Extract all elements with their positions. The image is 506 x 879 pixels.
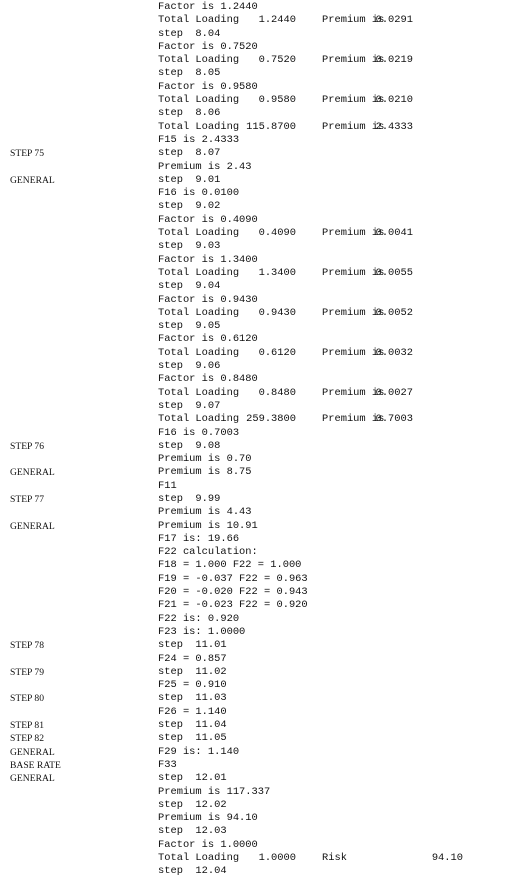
log-text: step 9.01 bbox=[158, 173, 221, 186]
log-text: Total Loading bbox=[158, 306, 240, 319]
premium-label: Premium is bbox=[322, 120, 385, 133]
premium-label: Risk bbox=[322, 852, 347, 864]
step-section-label: GENERAL bbox=[10, 174, 55, 186]
log-text: Total Loading bbox=[158, 413, 240, 426]
step-section-label: BASE RATE bbox=[10, 759, 61, 771]
log-text: F29 is: 1.140 bbox=[158, 745, 240, 758]
log-text: step 9.08 bbox=[158, 439, 221, 452]
log-text: step 11.01 bbox=[158, 639, 227, 652]
loading-value: 0.7520 bbox=[258, 54, 296, 67]
log-text: F16 is 0.7003 bbox=[158, 426, 240, 439]
log-text: Total Loading bbox=[158, 386, 240, 399]
log-text: step 9.05 bbox=[158, 320, 221, 333]
log-text: F17 is: 19.66 bbox=[158, 532, 240, 545]
log-text: F33 bbox=[158, 758, 177, 771]
loading-value: 0.8480 bbox=[258, 386, 296, 399]
log-text: step 12.04 bbox=[158, 865, 227, 878]
log-text: Factor is 0.8480 bbox=[158, 373, 258, 386]
log-text: Factor is 0.7520 bbox=[158, 40, 258, 53]
log-text: Total Loading bbox=[158, 94, 240, 107]
premium-value: 94.10 bbox=[431, 852, 463, 864]
step-section-label: GENERAL bbox=[10, 467, 55, 479]
step-section-label: STEP 79 bbox=[10, 666, 45, 678]
log-text: Premium is 0.70 bbox=[158, 453, 252, 466]
log-text: Factor is 1.0000 bbox=[158, 838, 258, 851]
premium-label: Premium is bbox=[322, 94, 385, 107]
premium-label: Premium is bbox=[322, 14, 385, 27]
log-text: Factor is 0.9430 bbox=[158, 293, 258, 306]
premium-value: 0.0210 bbox=[375, 94, 413, 107]
step-section-label: GENERAL bbox=[10, 746, 55, 758]
log-text: Total Loading bbox=[158, 852, 240, 864]
step-section-label: STEP 81 bbox=[10, 720, 45, 732]
log-text: step 12.02 bbox=[158, 798, 227, 811]
log-text: step 9.06 bbox=[158, 360, 221, 373]
log-text: Total Loading bbox=[158, 54, 240, 67]
step-section-label: STEP 78 bbox=[10, 640, 45, 652]
log-text: step 8.05 bbox=[158, 67, 221, 80]
step-section-label: GENERAL bbox=[10, 520, 55, 532]
log-text: F21 = -0.023 F22 = 0.920 bbox=[158, 599, 308, 612]
log-text: step 12.01 bbox=[158, 772, 227, 785]
premium-label: Premium is bbox=[322, 306, 385, 319]
log-text: F25 = 0.910 bbox=[158, 679, 227, 692]
log-text: Factor is 1.2440 bbox=[158, 1, 258, 13]
log-text: Premium is 10.91 bbox=[158, 519, 258, 532]
log-text: step 11.05 bbox=[158, 732, 227, 745]
log-text: F11 bbox=[158, 479, 177, 492]
log-text: Premium is 94.10 bbox=[158, 812, 258, 825]
log-text: F24 = 0.857 bbox=[158, 652, 227, 665]
step-section-label: STEP 76 bbox=[10, 440, 45, 452]
premium-label: Premium is bbox=[322, 386, 385, 399]
log-text: F18 = 1.000 F22 = 1.000 bbox=[158, 559, 302, 572]
step-section-label: STEP 80 bbox=[10, 693, 45, 705]
loading-value: 115.8700 bbox=[246, 120, 296, 133]
premium-value: 0.0055 bbox=[375, 266, 413, 279]
step-section-label: GENERAL bbox=[10, 773, 55, 785]
loading-value: 259.3800 bbox=[246, 413, 296, 426]
loading-value: 0.6120 bbox=[258, 346, 296, 359]
premium-value: 0.0052 bbox=[375, 306, 413, 319]
log-text: Total Loading bbox=[158, 14, 240, 27]
log-text: Factor is 1.3400 bbox=[158, 253, 258, 266]
premium-value: 2.4333 bbox=[375, 120, 413, 133]
premium-value: 0.0027 bbox=[375, 386, 413, 399]
log-text: step 8.07 bbox=[158, 147, 221, 160]
premium-label: Premium is bbox=[322, 54, 385, 67]
log-text: step 9.04 bbox=[158, 280, 221, 293]
log-text: F19 = -0.037 F22 = 0.963 bbox=[158, 572, 308, 585]
log-text: step 9.03 bbox=[158, 240, 221, 253]
premium-value: 0.0032 bbox=[375, 346, 413, 359]
log-text: step 8.06 bbox=[158, 107, 221, 120]
log-text: Factor is 0.9580 bbox=[158, 80, 258, 93]
loading-value: 1.0000 bbox=[258, 852, 296, 864]
log-text: F20 = -0.020 F22 = 0.943 bbox=[158, 586, 308, 599]
premium-label: Premium is bbox=[322, 346, 385, 359]
loading-value: 1.2440 bbox=[258, 14, 296, 27]
log-text: F15 is 2.4333 bbox=[158, 133, 240, 146]
loading-value: 0.4090 bbox=[258, 227, 296, 240]
premium-label: Premium is bbox=[322, 227, 385, 240]
step-section-label: STEP 77 bbox=[10, 493, 45, 505]
log-text: step 12.03 bbox=[158, 825, 227, 838]
premium-label: Premium is bbox=[322, 266, 385, 279]
log-text: step 11.04 bbox=[158, 719, 227, 732]
log-text: F22 is: 0.920 bbox=[158, 612, 240, 625]
log-text: Factor is 0.6120 bbox=[158, 333, 258, 346]
log-text: step 11.03 bbox=[158, 692, 227, 705]
log-text: Premium is 117.337 bbox=[158, 785, 271, 798]
loading-value: 1.3400 bbox=[258, 266, 296, 279]
premium-value: 0.0291 bbox=[375, 14, 413, 27]
step-section-label: STEP 75 bbox=[10, 148, 45, 160]
log-text: Total Loading bbox=[158, 346, 240, 359]
log-text: step 11.02 bbox=[158, 665, 227, 678]
log-text: step 9.02 bbox=[158, 200, 221, 213]
log-text: Premium is 8.75 bbox=[158, 466, 252, 479]
premium-value: 0.7003 bbox=[375, 413, 413, 426]
log-text: F26 = 1.140 bbox=[158, 705, 227, 718]
premium-value: 0.0219 bbox=[375, 54, 413, 67]
log-text: F23 is: 1.0000 bbox=[158, 625, 246, 638]
log-text: Factor is 0.4090 bbox=[158, 213, 258, 226]
log-text: step 9.99 bbox=[158, 492, 221, 505]
loading-value: 0.9430 bbox=[258, 306, 296, 319]
log-text: Total Loading bbox=[158, 266, 240, 279]
log-text: step 9.07 bbox=[158, 399, 221, 412]
log-text: F16 is 0.0100 bbox=[158, 187, 240, 200]
log-text: Total Loading bbox=[158, 227, 240, 240]
loading-value: 0.9580 bbox=[258, 94, 296, 107]
log-text: step 8.04 bbox=[158, 27, 221, 40]
premium-value: 0.0041 bbox=[375, 227, 413, 240]
premium-label: Premium is bbox=[322, 413, 385, 426]
log-text: Premium is 4.43 bbox=[158, 506, 252, 519]
step-section-label: STEP 82 bbox=[10, 733, 45, 745]
log-text: F22 calculation: bbox=[158, 546, 258, 559]
log-text: Total Loading bbox=[158, 120, 240, 133]
log-text: Premium is 2.43 bbox=[158, 160, 252, 173]
